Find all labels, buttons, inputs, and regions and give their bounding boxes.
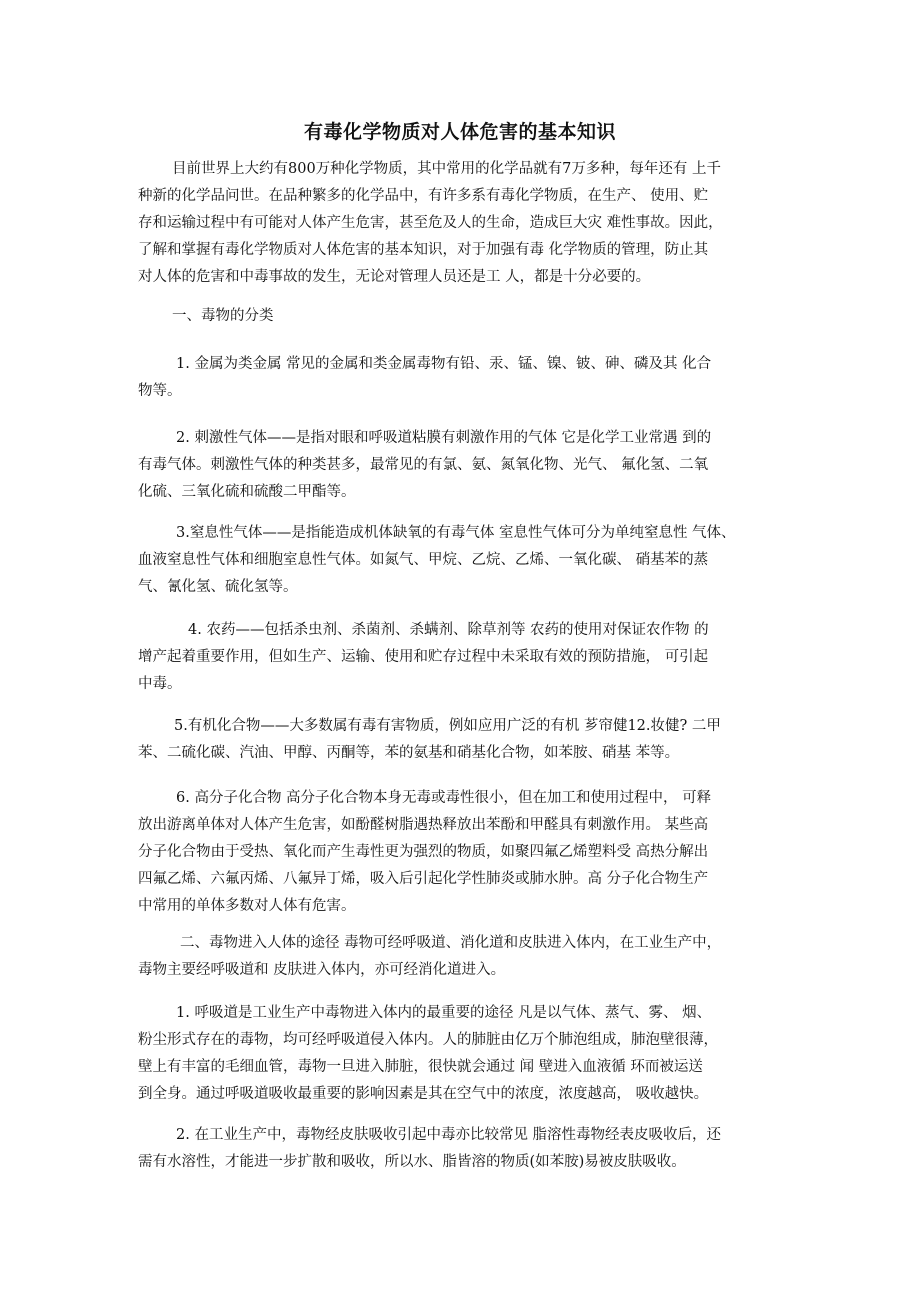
item-metals [138, 351, 790, 405]
route-line: 需有水溶性，才能进一步扩散和吸收，所以水、脂皆溶的物质(如苯胺)易被皮肤吸收。 [138, 1154, 686, 1170]
item-line: 放出游离单体对人体产生危害，如酚醛树脂遇热释放出苯酚和甲醛具有刺激作用。 某些高 [138, 817, 709, 833]
item-line: 四氟乙烯、六氟丙烯、八氟异丁烯，吸入后引起化学性肺炎或肺水肿。高 分子化合物生产 [138, 871, 709, 887]
item-line: 2. 刺激性气体——是指对眼和呼吸道粘膜有刺激作用的气体 它是化学工业常遇 到的 [176, 430, 712, 446]
section-heading-classification [138, 303, 790, 330]
section-line: 毒物主要经呼吸道和 皮肤进入体内，亦可经消化道进入。 [138, 962, 506, 978]
item-line: 中常用的单体多数对人体有危害。 [138, 898, 356, 914]
item-pesticides [138, 617, 790, 698]
item-line: 有毒气体。刺激性气体的种类甚多，最常见的有氯、氨、氮氧化物、光气、 氟化氢、二氧 [138, 457, 709, 473]
item-line: 增产起着重要作用，但如生产、运输、使用和贮存过程中未采取有效的预防措施， 可引起 [138, 649, 709, 665]
item-line: 6. 高分子化合物 高分子化合物本身无毒或毒性很小，但在加工和使用过程中， 可释 [176, 790, 712, 806]
item-line: 分子化合物由于受热、氧化而产生毒性更为强烈的物质，如聚四氟乙烯塑料受 高热分解出 [138, 844, 709, 860]
route-line: 粉尘形式存在的毒物，均可经呼吸道侵入体内。人的肺脏由亿万个肺泡组成，肺泡壁很薄， [138, 1032, 718, 1048]
section-line: 二、毒物进入人体的途径 毒物可经呼吸道、消化道和皮肤进入体内，在工业生产中， [180, 935, 722, 951]
item-organic-compounds [138, 713, 790, 767]
item-irritant-gas [138, 425, 790, 506]
section-entry-routes [138, 930, 790, 984]
item-line: 物等。 [138, 383, 182, 399]
item-line: 1. 金属为类金属 常见的金属和类金属毒物有铅、汞、锰、镍、铍、砷、磷及其 化合 [176, 356, 712, 372]
item-line: 3.窒息性气体——是指能造成机体缺氧的有毒气体 室息性气体可分为单纯窒息性 气体、 [176, 525, 736, 541]
intro-line: 存和运输过程中有可能对人体产生危害，甚至危及人的生命，造成巨大灾 难性事故。因此， [138, 215, 723, 231]
intro-paragraph [138, 156, 790, 291]
item-line: 5.有机化合物——大多数属有毒有害物质，例如应用广泛的有机 芗帘健12.妆健? 二甲 [174, 718, 721, 734]
route-line: 1. 呼吸道是工业生产中毒物进入体内的最重要的途径 凡是以气体、蒸气、雾、 烟、 [176, 1005, 712, 1021]
item-polymers [138, 785, 790, 920]
intro-line: 种新的化学品问世。在品种繁多的化学品中，有许多系有毒化学物质，在生产、 使用、贮 [138, 188, 709, 204]
route-line: 到全身。通过呼吸道吸收最重要的影响因素是其在空气中的浓度，浓度越高， 吸收越快。 [138, 1086, 709, 1102]
intro-line: 了解和掌握有毒化学物质对人体危害的基本知识，对于加强有毒 化学物质的管理，防止其 [138, 242, 709, 258]
item-line: 苯、二硫化碳、汽油、甲醇、丙酮等，苯的氨基和硝基化合物，如苯胺、硝基 苯等。 [138, 745, 680, 761]
intro-line: 对人体的危害和中毒事故的发生，无论对管理人员还是工 人，都是十分必要的。 [138, 269, 651, 285]
item-line: 化硫、三氧化硫和硫酸二甲酯等。 [138, 484, 356, 500]
item-asphyxiant-gas [138, 520, 790, 601]
route-respiratory [138, 1000, 790, 1108]
intro-line: 目前世界上大约有800万种化学物质，其中常用的化学品就有7万多种，每年还有 上千 [172, 161, 722, 177]
item-line: 4. 农药——包括杀虫剂、杀菌剂、杀螨剂、除草剂等 农药的使用对保证农作物 的 [188, 622, 709, 638]
route-line: 壁上有丰富的毛细血管，毒物一旦进入肺脏，很快就会通过 闻 壁进入血液循 环而被运送 [138, 1059, 703, 1075]
item-line: 血液窒息性气体和细胞室息性气体。如氮气、甲烷、乙烷、乙烯、一氧化碳、 硝基苯的蒸 [138, 552, 709, 568]
section-heading-text: 一、毒物的分类 [172, 308, 274, 324]
route-line: 2. 在工业生产中，毒物经皮肤吸收引起中毒亦比较常见 脂溶性毒物经表皮吸收后，还 [176, 1127, 722, 1143]
item-line: 气、氰化氢、硫化氢等。 [138, 579, 298, 595]
item-line: 中毒。 [138, 676, 182, 692]
route-skin [138, 1122, 790, 1176]
document-title: 有毒化学物质对人体危害的基本知识 [303, 121, 616, 143]
